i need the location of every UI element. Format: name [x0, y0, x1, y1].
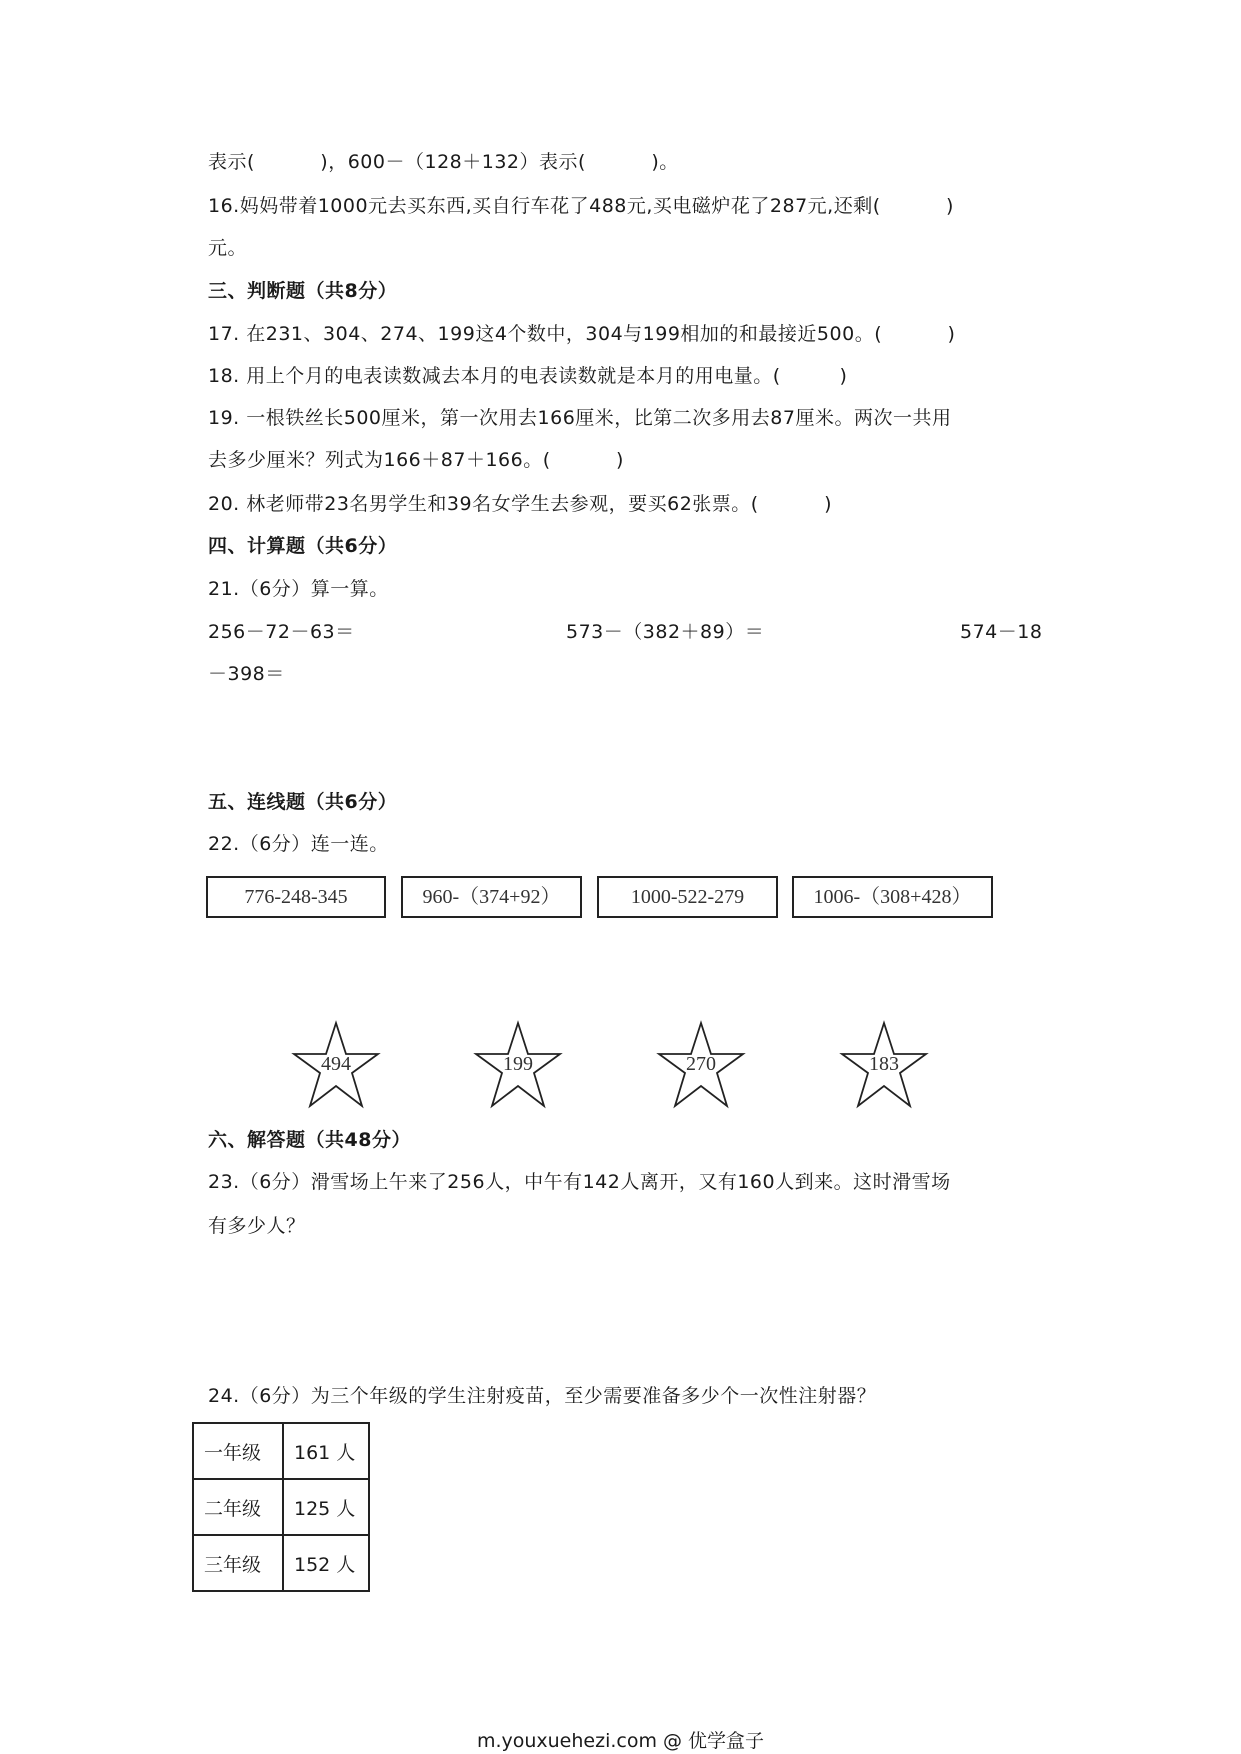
match-box-1[interactable]: 776-248-345 — [206, 876, 386, 918]
table-row — [193, 1535, 369, 1591]
table-row — [193, 1479, 369, 1535]
q24-text: 24.（6分）为三个年级的学生注射疫苗，至少需要准备多少个一次性注射器？ — [208, 1385, 877, 1407]
star-2[interactable] — [472, 1020, 564, 1112]
star-value: 183 — [869, 1053, 899, 1075]
q17-text: 17. 在231、304、274、199这4个数中，304与199相加的和最接近500。( ) — [208, 323, 956, 345]
star-value: 199 — [503, 1053, 533, 1075]
star-3[interactable] — [655, 1020, 747, 1112]
calc-3-cont: －398＝ — [208, 663, 285, 685]
star-1[interactable] — [290, 1020, 382, 1112]
section-6-heading: 六、解答题（共48分） — [208, 1129, 411, 1151]
table-row — [193, 1423, 369, 1479]
count-cell: 125 人 — [283, 1479, 369, 1535]
q20-text: 20. 林老师带23名男学生和39名女学生去参观，要买62张票。( ) — [208, 493, 833, 515]
footer-source[interactable]: m.youxuehezi.com @ 优学盒子 — [476, 1730, 765, 1752]
q21-text: 21.（6分）算一算。 — [208, 578, 389, 600]
calc-3: 574－18 — [960, 621, 1043, 643]
q16-text-cont: 元。 — [208, 237, 248, 259]
grades-table — [192, 1422, 370, 1592]
calc-2: 573－（382＋89）＝ — [566, 621, 765, 643]
grade-cell: 二年级 — [193, 1479, 283, 1535]
star-value: 494 — [321, 1053, 351, 1075]
q22-text: 22.（6分）连一连。 — [208, 833, 389, 855]
count-cell: 152 人 — [283, 1535, 369, 1591]
star-4[interactable] — [838, 1020, 930, 1112]
match-box-4[interactable]: 1006-（308+428） — [792, 876, 993, 918]
section-4-heading: 四、计算题（共6分） — [208, 535, 398, 557]
q16-text: 16.妈妈带着1000元去买东西,买自行车花了488元,买电磁炉花了287元,还剩( ) — [208, 195, 954, 217]
match-box-3[interactable]: 1000-522-279 — [597, 876, 778, 918]
q19-text: 19. 一根铁丝长500厘米，第一次用去166厘米，比第二次多用去87厘米。两次一共用 — [208, 407, 952, 429]
q23-text-cont: 有多少人？ — [208, 1215, 306, 1237]
section-3-heading: 三、判断题（共8分） — [208, 280, 398, 302]
q15-tail: 表示( )，600－（128＋132）表示( )。 — [208, 151, 679, 173]
count-cell: 161 人 — [283, 1423, 369, 1479]
grade-cell: 一年级 — [193, 1423, 283, 1479]
q19-text-cont: 去多少厘米？列式为166＋87＋166。( ) — [208, 449, 624, 471]
calc-1: 256－72－63＝ — [208, 621, 355, 643]
section-5-heading: 五、连线题（共6分） — [208, 791, 398, 813]
grade-cell: 三年级 — [193, 1535, 283, 1591]
q23-text: 23.（6分）滑雪场上午来了256人，中午有142人离开，又有160人到来。这时滑雪场 — [208, 1171, 951, 1193]
star-value: 270 — [686, 1053, 716, 1075]
match-box-2[interactable]: 960-（374+92） — [401, 876, 582, 918]
q18-text: 18. 用上个月的电表读数减去本月的电表读数就是本月的用电量。( ) — [208, 365, 848, 387]
